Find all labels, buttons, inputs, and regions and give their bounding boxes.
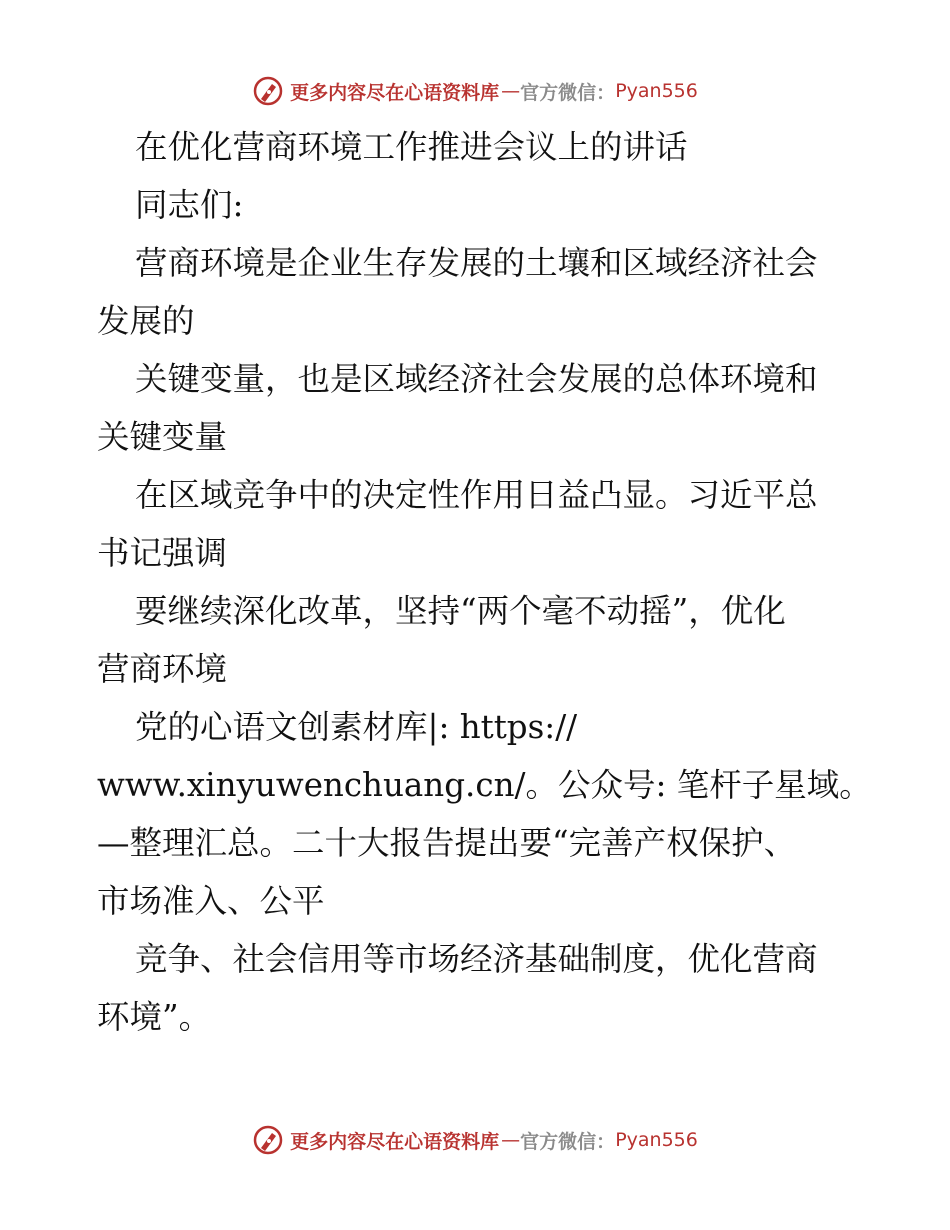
header-watermark: [0, 71, 950, 111]
watermark-dash: —: [501, 80, 519, 102]
paragraph-line: 关键变量: [97, 418, 228, 456]
paragraph-line: 关键变量，也是区域经济社会发展的总体环境和: [135, 360, 818, 398]
paragraph-line: 党的心语文创素材库|: https://: [135, 708, 578, 746]
watermark-main-text: 更多内容尽在心语资料库: [290, 1130, 500, 1153]
salutation: 同志们:: [135, 186, 244, 224]
document-body: [97, 118, 872, 1046]
watermark-wechat-id: Pyan556: [615, 1129, 698, 1151]
paragraph-line: —整理汇总。二十大报告提出要“完善产权保护、: [97, 824, 797, 862]
paragraph-line: 营商环境: [97, 650, 228, 688]
paragraph-line: 竞争、社会信用等市场经济基础制度，优化营商: [135, 940, 818, 978]
pen-nib-circle-icon: [252, 1124, 284, 1156]
watermark-main-text: 更多内容尽在心语资料库: [290, 81, 500, 104]
paragraph-line: 市场准入、公平: [97, 882, 325, 920]
pen-nib-circle-icon: [252, 75, 284, 107]
paragraph-line: 在区域竞争中的决定性作用日益凸显。习近平总: [135, 476, 818, 514]
watermark-official-label: 官方微信：: [520, 1130, 616, 1153]
footer-watermark: [0, 1120, 950, 1160]
watermark-dash: —: [501, 1129, 519, 1151]
paragraph-line: 环境”。: [97, 998, 212, 1036]
paragraph-line: 书记强调: [97, 534, 228, 572]
document-title: 在优化营商环境工作推进会议上的讲话: [135, 128, 688, 166]
paragraph-line: 要继续深化改革，坚持“两个毫不动摇”，优化: [135, 592, 786, 630]
paragraph-line: www.xinyuwenchuang.cn/。公众号: 笔杆子星域。: [97, 766, 872, 804]
watermark-wechat-id: Pyan556: [615, 80, 698, 102]
paragraph-line: 发展的: [97, 302, 195, 340]
watermark-official-label: 官方微信：: [520, 81, 616, 104]
paragraph-line: 营商环境是企业生存发展的土壤和区域经济社会: [135, 244, 818, 282]
